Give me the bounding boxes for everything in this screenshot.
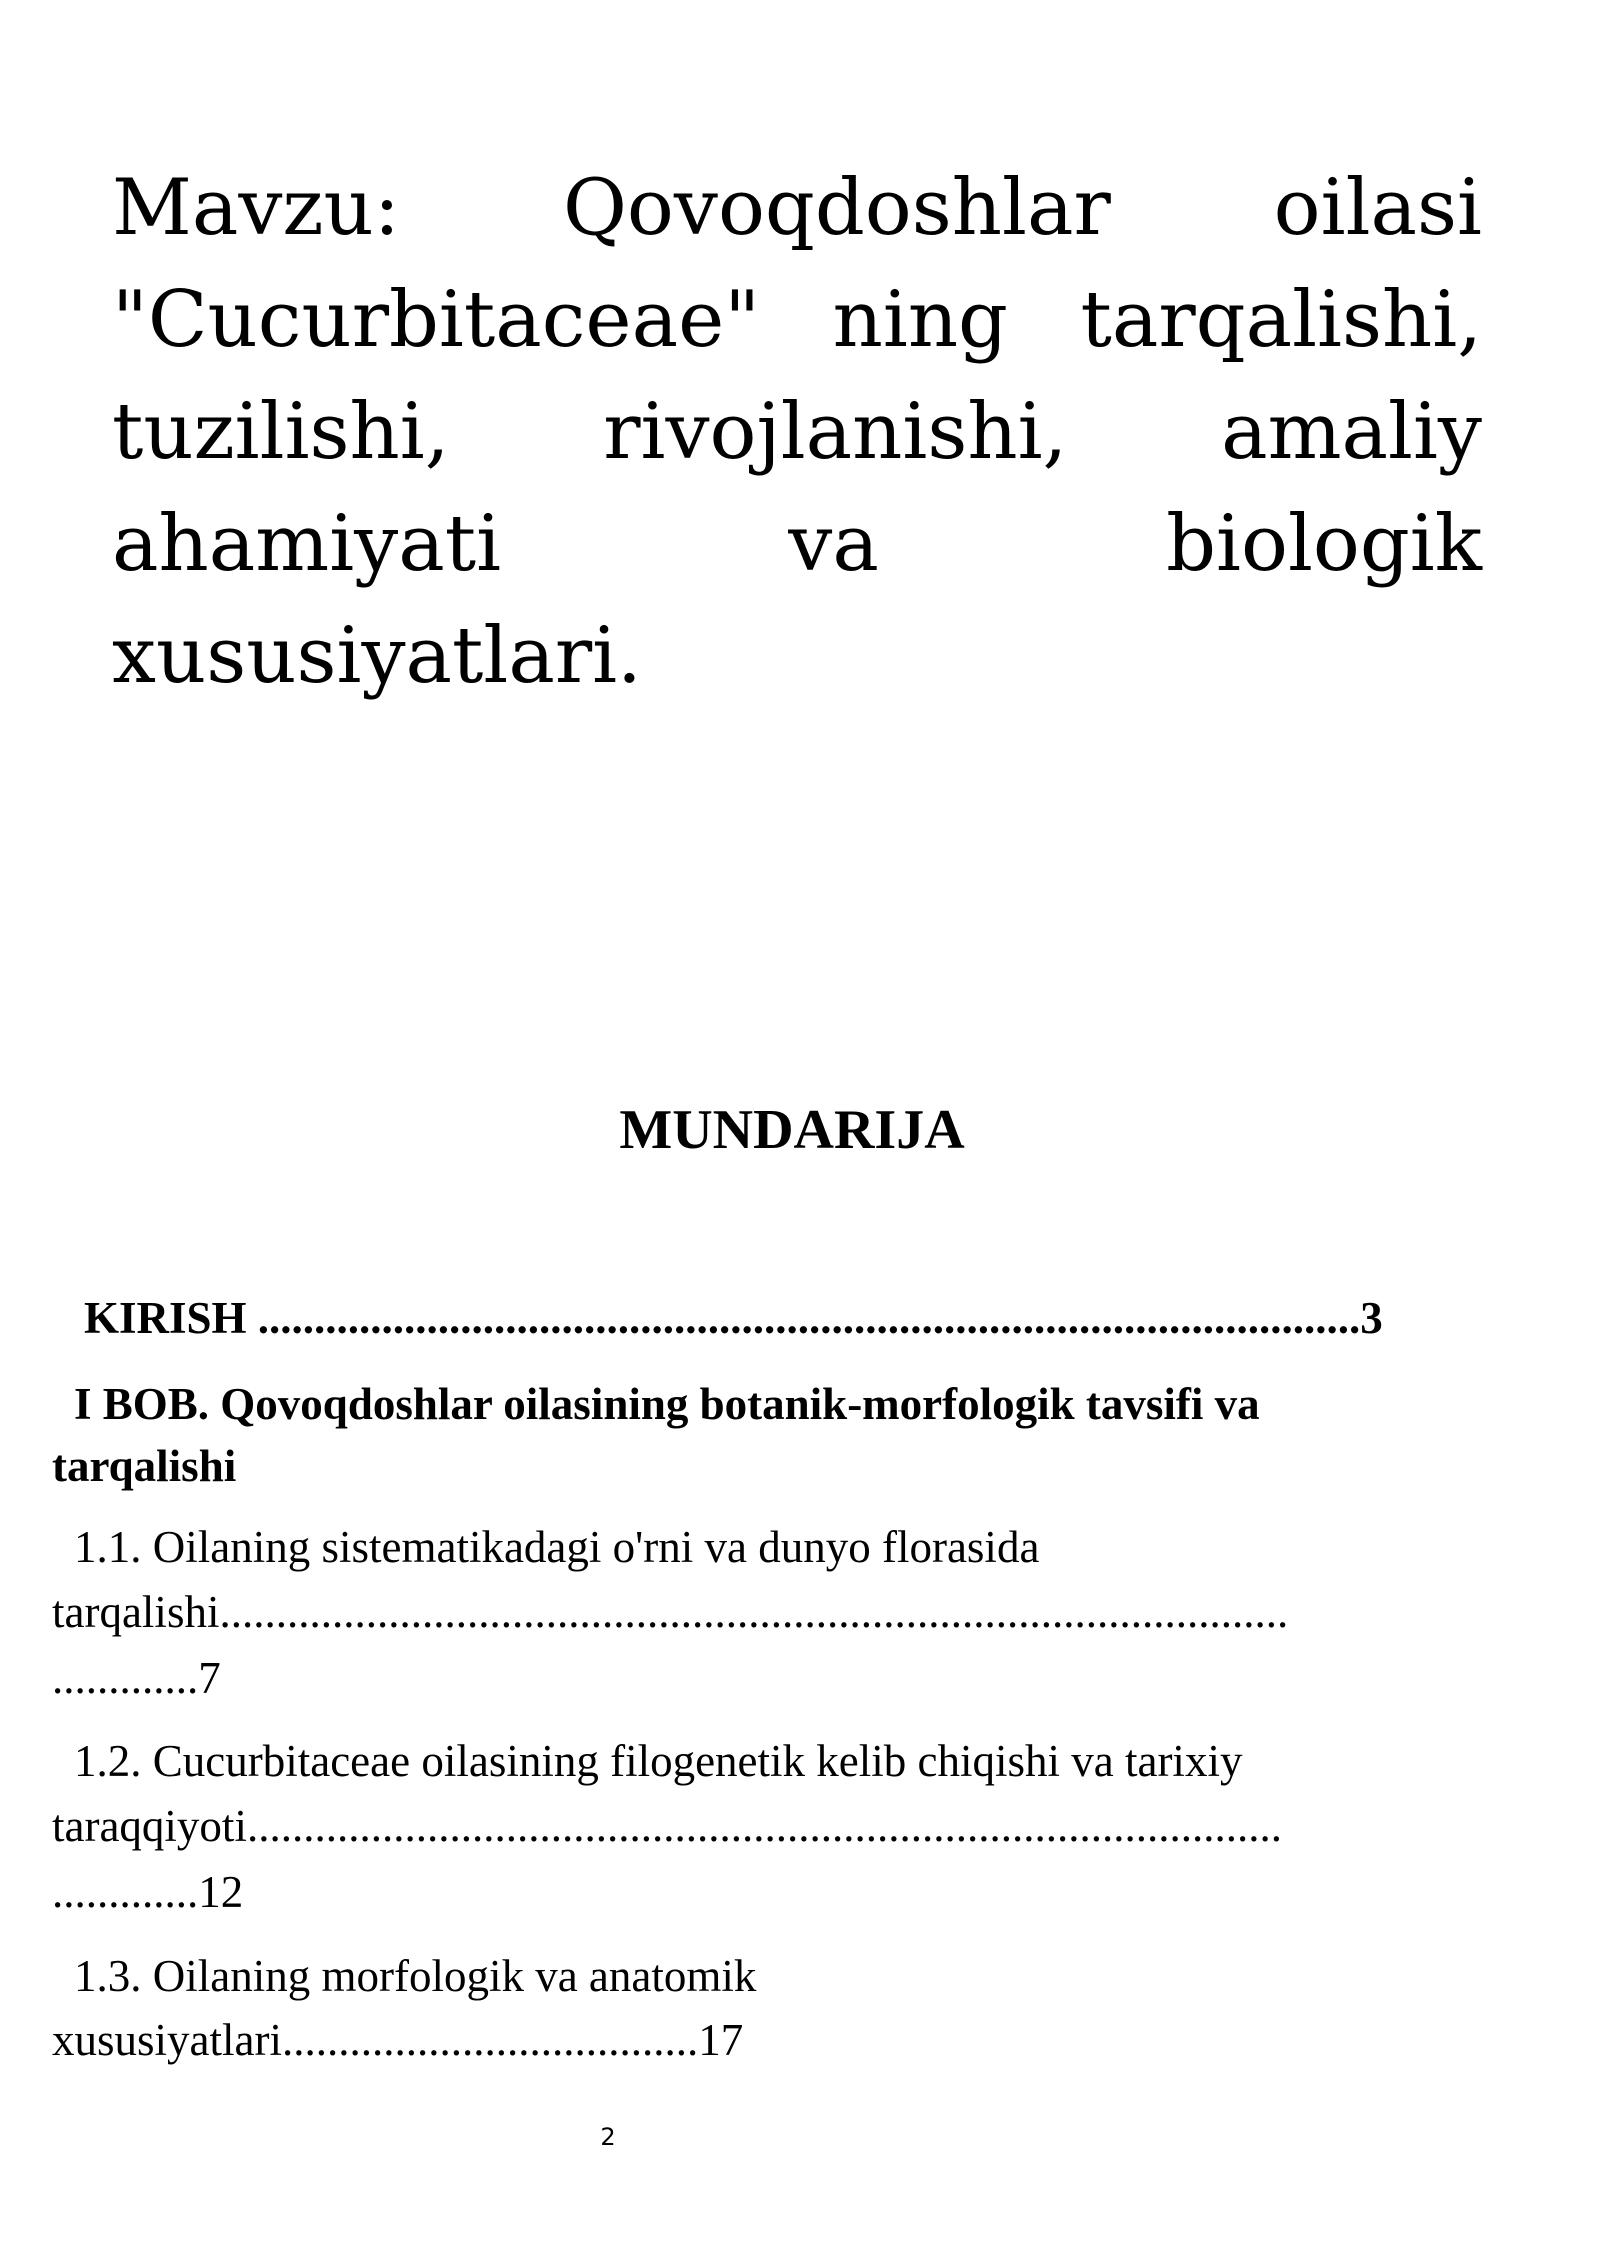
- toc-section-1-3-line-2: xususiyatlari.....................................17: [52, 2015, 744, 2065]
- toc-section-1-2-line-3: .............12: [52, 1867, 244, 1917]
- toc-section-1-1-line-2: tarqalishi...............................................................................................: [52, 1587, 1289, 1637]
- topic-heading: Mavzu: Qovoqdoshlar oilasi "Cucurbitaceae" ning tarqalishi, tuzilishi, rivojlanishi, amaliy ahamiyati va biologik xususiyatlari.: [112, 163, 1482, 701]
- toc-section-1-1-line-1: 1.1. Oilaning sistematikadagi o'rni va dunyo florasida: [74, 1522, 1040, 1572]
- toc-section-1-2-line-2: taraqqiyoti............................................................................................: [52, 1801, 1282, 1851]
- toc-entry-kirish: [84, 1286, 1383, 1350]
- toc-section-1-2-line-1: 1.2. Cucurbitaceae oilasining filogenetik kelib chiqishi va tarixiy: [74, 1736, 1243, 1786]
- toc-entry-text: KIRISH ..................................................................................................3: [84, 1293, 1383, 1343]
- page-number: 2: [600, 2123, 616, 2151]
- toc-chapter-1-line-2: tarqalishi: [52, 1441, 237, 1491]
- toc-title: MUNDARIJA: [619, 1099, 965, 1161]
- toc-section-1-3-line-1: 1.3. Oilaning morfologik va anatomik: [74, 1951, 757, 2001]
- toc-section-1-1-line-3: .............7: [52, 1653, 221, 1703]
- toc-chapter-1-line-1: I BOB. Qovoqdoshlar oilasining botanik-morfologik tavsifi va: [74, 1379, 1260, 1429]
